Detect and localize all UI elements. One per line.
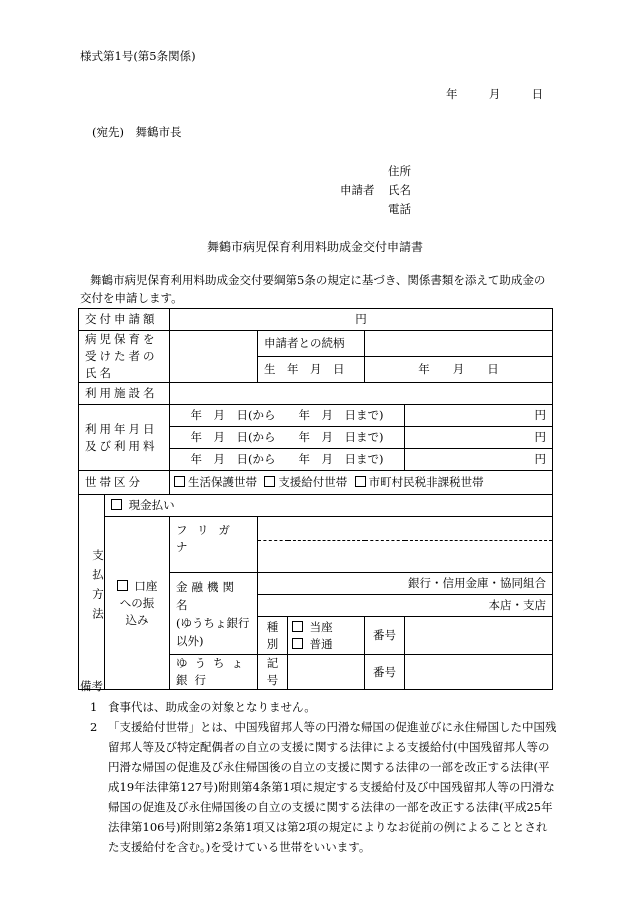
checkbox-icon [174,476,185,487]
document-title: 舞鶴市病児保育利用料助成金交付申請書 [206,240,423,254]
phone-label: 電話 [388,202,411,216]
child-name-label: 病児保育を受けた者の氏名 [79,331,170,383]
bank-label: 金融機関名 [176,579,238,612]
facility-label: 利用施設名 [79,383,170,405]
notes-title: 備考 [80,679,103,693]
addressee: (宛先) 舞鶴市長 [92,125,182,139]
furigana-label: フリガナ [170,517,258,573]
amount-row [79,309,553,331]
date-line [446,86,543,102]
furigana-row [79,517,553,541]
usage-fee-3[interactable]: 円 [405,449,553,471]
facility-field[interactable] [170,383,553,405]
checkbox-icon [355,476,366,487]
date-month: 月 [488,87,501,101]
usage-period-2[interactable]: 年 月 日(から 年 月 日まで) [170,427,405,449]
symbol-field[interactable] [288,655,365,690]
type-current[interactable]: 当座 [292,619,358,636]
note-1 [80,697,558,717]
usage-fee-2[interactable]: 円 [405,427,553,449]
application-form-table [78,308,553,690]
usage-label: 利用年月日及び利用料 [79,405,170,471]
bank-label-cell [170,573,258,655]
payment-label-text: 支払方法 [91,548,105,627]
type-label: 種別 [258,617,288,655]
type-options [288,617,365,655]
birthdate-field[interactable]: 年 月 日 [365,357,553,383]
yucho-label: ゆうちょ銀行 [170,655,258,690]
type-normal[interactable]: 普通 [292,636,358,653]
note-2-text: 「支援給付世帯」とは、中国残留邦人等の円滑な帰国の促進並びに永住帰国した中国残留邦人等及び特定配偶者の自立の支援に関する法律による支援給付(中国残留邦人等の円滑な帰国の促進及び永住帰国後の自立の支援に関する法律の一部を改正する法律(平成19年法律第127号)附則第4条第1項に規定する支援給付及び中国残留邦人等の円滑な帰国の促進及び永住帰国後の自立の支援に関する法律の一部を改正する法律(平成25年法律第106号)附則第2条第1項又は第2項の規定によりなお従前の例によることとされた支援給付を含む。)を受けている世帯をいいます。 [108,720,557,854]
name-label: 氏名 [388,183,411,197]
transfer-option[interactable] [105,517,170,690]
child-row-1 [79,331,553,357]
applicant-label: 申請者 [340,183,375,197]
cash-option[interactable] [105,495,553,517]
amount-unit: 円 [355,312,367,326]
birthdate-label: 生 年 月 日 [258,357,365,383]
amount-label: 交付申請額 [79,309,170,331]
account-number-label: 番号 [365,617,405,655]
household-options [170,471,553,495]
facility-row [79,383,553,405]
transfer-label: 口座への振込み [119,578,158,627]
household-label: 世帯区分 [79,471,170,495]
account-number-field[interactable] [405,617,553,655]
yucho-number-field[interactable] [405,655,553,690]
checkbox-icon [292,621,303,632]
address-label: 住所 [388,164,411,178]
note-2 [80,717,558,857]
cash-label: 現金払い [128,498,175,512]
branch-name-field[interactable]: 本店・支店 [258,595,553,617]
household-option-welfare[interactable]: 生活保護世帯 [174,475,257,489]
relation-label: 申請者との続柄 [258,331,365,357]
amount-field[interactable] [170,309,553,331]
checkbox-icon [264,476,275,487]
note-2-number: 2 [90,720,98,734]
usage-row-1 [79,405,553,427]
child-name-field[interactable] [170,331,258,383]
household-row [79,471,553,495]
relation-field[interactable] [365,331,553,357]
checkbox-icon [292,638,303,649]
note-1-text: 食事代は、助成金の対象となりません。 [108,700,316,714]
account-holder-field[interactable] [258,541,553,573]
date-day: 日 [531,87,544,101]
note-1-number: 1 [90,700,98,714]
checkbox-icon [117,580,128,591]
usage-fee-1[interactable]: 円 [405,405,553,427]
usage-period-3[interactable]: 年 月 日(から 年 月 日まで) [170,449,405,471]
checkbox-icon [111,499,122,510]
form-number: 様式第1号(第5条関係) [80,49,196,63]
household-option-tax-exempt[interactable]: 市町村民税非課税世帯 [355,475,484,489]
payment-cash-row [79,495,553,517]
furigana-field[interactable] [258,517,553,541]
date-year: 年 [446,87,458,101]
household-option-support[interactable]: 支援給付世帯 [264,475,347,489]
usage-period-1[interactable]: 年 月 日(から 年 月 日まで) [170,405,405,427]
yucho-number-label: 番号 [365,655,405,690]
symbol-label: 記号 [258,655,288,690]
bank-name-field[interactable]: 銀行・信用金庫・協同組合 [258,573,553,595]
bank-note: (ゆうちょ銀行以外) [176,615,250,648]
intro-text: 舞鶴市病児保育利用料助成金交付要綱第5条の規定に基づき、関係書類を添えて助成金の交付を申請します。 [80,273,546,305]
payment-label [79,495,105,690]
